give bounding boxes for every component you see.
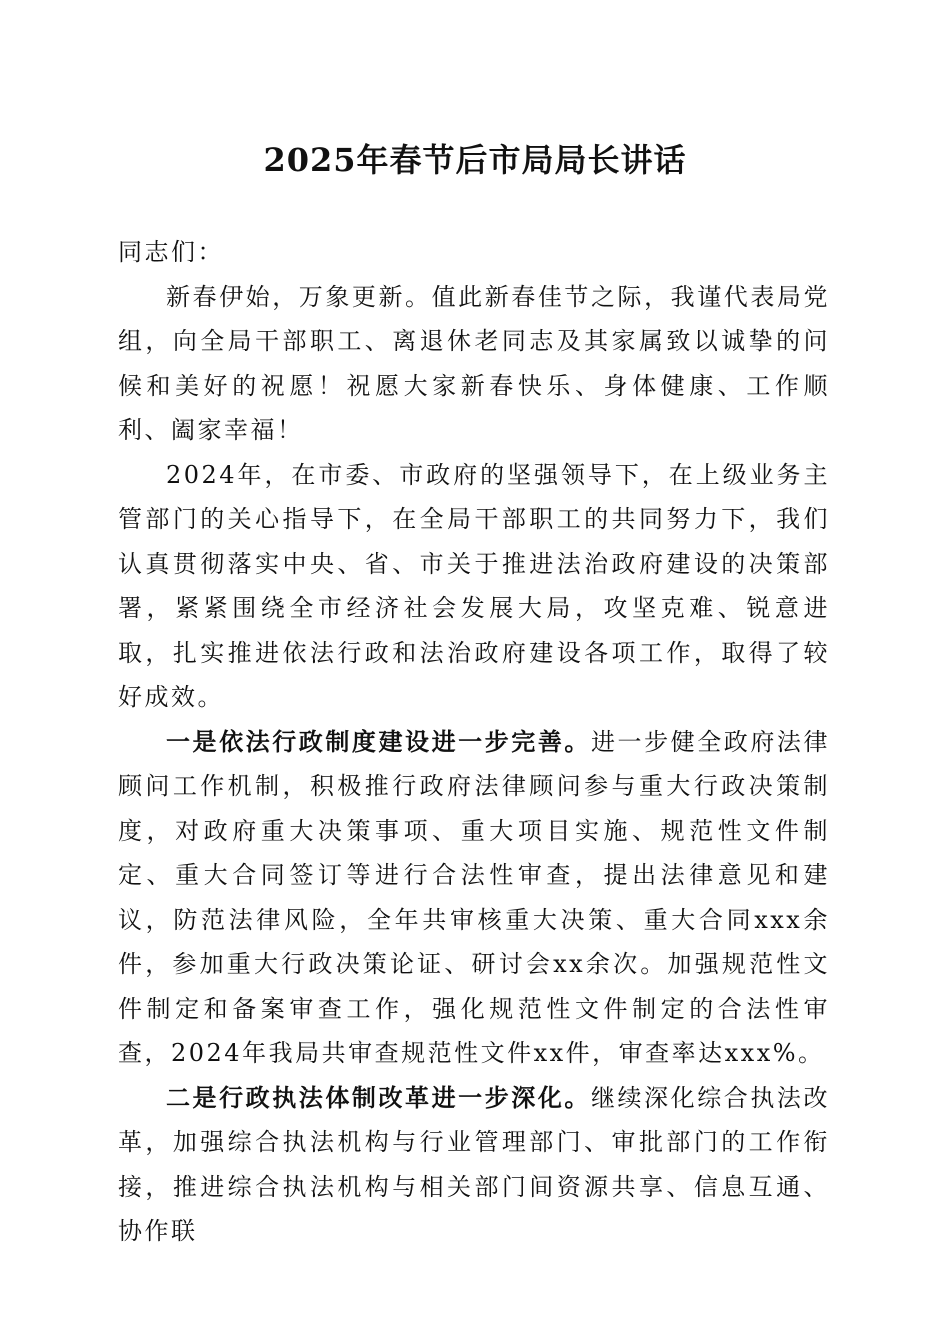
paragraph-lead: 一是依法行政制度建设进一步完善。 [166,726,591,756]
paragraph-text: 继续深化综合执法改革，加强综合执法机构与行业管理部门、审批部门的工作衔接，推进综合执法机构与相关部门间资源共享、信息互通、协作联 [118,1083,830,1245]
salutation: 同志们： [118,238,224,266]
paragraph-greeting [118,275,830,453]
paragraph-review-2024 [118,453,830,720]
paragraph-text: 新春伊始，万象更新。值此新春佳节之际，我谨代表局党组，向全局干部职工、离退休老同志及其家属致以诚挚的问候和美好的祝愿！祝愿大家新春快乐、身体健康、工作顺利、阖家幸福！ [118,282,830,444]
paragraph-lead: 二是行政执法体制改革进一步深化。 [166,1082,591,1112]
paragraph-text: 2024年，在市委、市政府的坚强领导下，在上级业务主管部门的关心指导下，在全局干部职工的共同努力下，我们认真贯彻落实中央、省、市关于推进法治政府建设的决策部署，紧紧围绕全市经济社会发展大局，攻坚克难、锐意进取，扎实推进依法行政和法治政府建设各项工作，取得了较好成效。 [118,460,830,711]
paragraph-point-two [118,1076,830,1254]
paragraph-point-one [118,720,830,1076]
document-title: 2025年春节后市局局长讲话 [263,141,687,179]
paragraph-text: 进一步健全政府法律顾问工作机制，积极推行政府法律顾问参与重大行政决策制度，对政府重大决策事项、重大项目实施、规范性文件制定、重大合同签订等进行合法性审查，提出法律意见和建议，防范法律风险，全年共审核重大决策、重大合同xxx余件，参加重大行政决策论证、研讨会xx余次。加强规范性文件制定和备案审查工作，强化规范性文件制定的合法性审查，2024年我局共审查规范性文件xx件，审查率达xxx%。 [118,727,830,1067]
document-body [118,230,830,1254]
